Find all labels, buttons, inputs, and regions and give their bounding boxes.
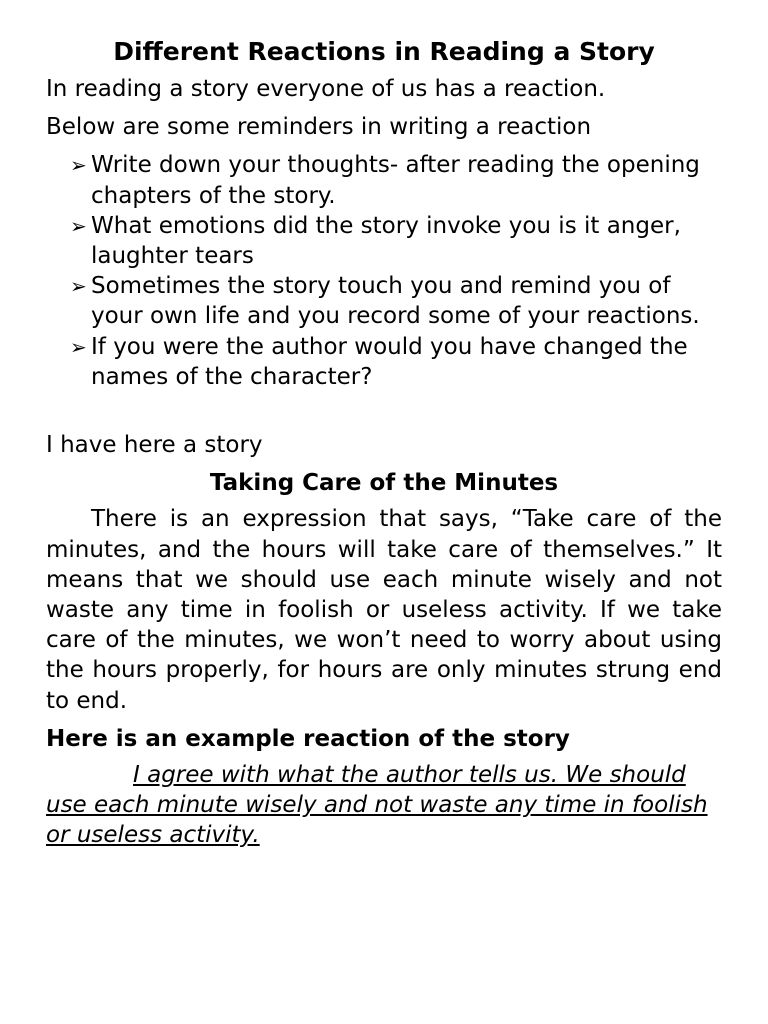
story-body: There is an expression that says, “Take care of the minutes, and the hours will take care of themselves.” It means that we should use each minute wisely and not waste any time in foolish or useless activity. If we take care of the minutes, we won’t need to worry about using the hours properly, for hours are only minutes strung end to end.	[46, 506, 722, 714]
list-item	[46, 211, 722, 271]
list-item	[46, 150, 722, 210]
list-item-text: What emotions did the story invoke you is it anger, laughter tears	[91, 212, 681, 270]
intro-line-2: Below are some reminders in writing a reaction	[46, 114, 592, 141]
intro-line-1: In reading a story everyone of us has a reaction.	[46, 76, 606, 102]
example-reaction-text: I agree with what the author tells us. We should use each minute wisely and not waste any time in foolish or useless activity.	[46, 762, 708, 849]
document-title: Different Reactions in Reading a Story	[113, 37, 655, 66]
arrow-bullet-icon: ➢	[70, 153, 87, 178]
list-item	[46, 332, 722, 392]
list-item-text: Write down your thoughts- after reading the opening chapters of the story.	[91, 152, 700, 209]
example-heading: Here is an example reaction of the story	[46, 725, 570, 752]
arrow-bullet-icon: ➢	[70, 213, 87, 238]
story-intro: I have here a story	[46, 432, 263, 459]
arrow-bullet-icon: ➢	[70, 334, 87, 359]
story-title: Taking Care of the Minutes	[209, 470, 559, 497]
document-page	[46, 34, 722, 851]
arrow-bullet-icon: ➢	[70, 274, 87, 299]
list-item-text: If you were the author would you have changed the names of the character?	[91, 333, 688, 390]
list-item	[46, 271, 722, 331]
reminder-list	[46, 150, 722, 392]
spacer	[46, 392, 722, 430]
list-item-text: Sometimes the story touch you and remind you of your own life and you record some of your reactions.	[91, 273, 700, 330]
